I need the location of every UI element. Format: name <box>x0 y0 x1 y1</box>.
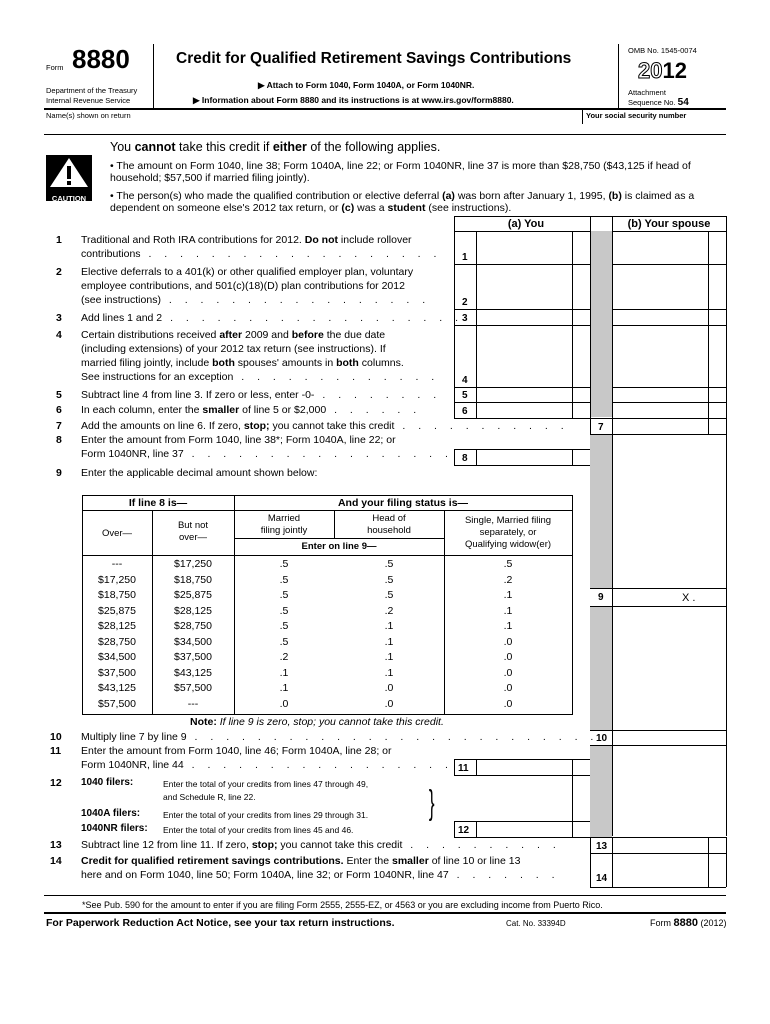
b2f: dependent on someone else's 2012 tax return, or <box>110 202 342 214</box>
ssn-field[interactable] <box>584 119 724 133</box>
form-label: Form <box>46 63 64 72</box>
rate-head-mfj2: filing jointly <box>260 525 308 536</box>
line7-text: Add the amounts on line 6. If zero, stop; you cannot take this credit . . . . . . . . . . . <box>81 420 569 432</box>
caution-label: CAUTION <box>51 194 87 203</box>
rate-cell-hoh: .2 <box>384 604 394 617</box>
names-label: Name(s) shown on return <box>46 111 131 120</box>
line-num-6: 6 <box>56 404 62 416</box>
l4a5: the due date <box>323 329 386 341</box>
rate-head-single1: Single, Married filing <box>464 515 552 526</box>
rate-cell-mfj: .5 <box>279 604 289 617</box>
line2-you-input[interactable] <box>477 266 571 308</box>
l14a2: Enter the <box>343 855 392 867</box>
caution-bullet2-line1 <box>110 190 694 202</box>
rate-cell-over: $18,750 <box>98 589 136 601</box>
rate-cell-notover: $34,500 <box>174 635 212 648</box>
cat-number: Cat. No. 33394D <box>506 919 566 928</box>
line4-spouse-input[interactable] <box>613 327 707 386</box>
form-title: Credit for Qualified Retirement Savings Contributions <box>176 50 572 67</box>
box-10: 10 <box>596 733 608 744</box>
b2e: is claimed as a <box>621 190 695 202</box>
box-14: 14 <box>596 873 608 884</box>
line5-spouse-input[interactable] <box>613 388 707 401</box>
l12-1040-a: Enter the total of your credits from lines 47 through 49, <box>163 779 369 789</box>
b2c: was born after January 1, 1995, <box>454 190 609 202</box>
line1-text <box>81 234 412 247</box>
l4c2: both <box>212 357 235 369</box>
l12-1040-b: and Schedule R, line 22. <box>163 792 256 802</box>
l4a4: before <box>291 329 324 341</box>
l11b: Form 1040NR, line 44 <box>81 759 184 771</box>
caution-heading <box>110 140 440 154</box>
line-num-1: 1 <box>56 234 62 246</box>
l1d: contributions <box>81 248 141 260</box>
line4-text-a <box>81 329 385 342</box>
rate-cell-over: $25,875 <box>98 604 136 617</box>
box-8: 8 <box>462 453 468 464</box>
l13a3: you cannot take this credit <box>277 839 403 851</box>
line4-text-d-wrap: See instructions for an exception . . . . . . . . . . . . . <box>81 371 440 383</box>
line5-text-wrap: Subtract line 4 from line 3. If zero or less, enter -0- . . . . . . . . <box>81 389 442 401</box>
line3-spouse-input[interactable] <box>613 310 707 324</box>
line7-input[interactable] <box>613 419 707 433</box>
rate-cell-single: .0 <box>503 697 513 710</box>
footer-form-number: 8880 <box>673 917 698 929</box>
rate-cell-single: .1 <box>503 620 513 632</box>
ssn-label: Your social security number <box>586 111 687 120</box>
l6a1: In each column, enter the <box>81 404 203 416</box>
rate-cell-single: .1 <box>503 604 513 617</box>
l2c: (see instructions) <box>81 294 161 306</box>
b2a: • The person(s) who made the qualified contribution or elective deferral <box>110 190 443 202</box>
box-9: 9 <box>598 592 604 603</box>
l12-1040nr-a: Enter the total of your credits from lines 45 and 46. <box>163 825 354 835</box>
line10-input[interactable] <box>613 731 707 744</box>
l7a1: Add the amounts on line 6. If zero, <box>81 420 244 432</box>
box-7: 7 <box>598 422 604 433</box>
line4-text-b: (including extensions) of your 2012 tax return (see instructions). If <box>81 343 386 355</box>
rate-cell-mfj: .1 <box>279 666 289 679</box>
info-instruction: ▶ Information about Form 8880 and its instructions is at www.irs.gov/form8880. <box>193 95 514 105</box>
rate-cell-notover: $43,125 <box>174 666 212 679</box>
omb-number: OMB No. 1545-0074 <box>628 46 697 55</box>
rate-head-single2: separately, or <box>479 527 537 538</box>
form-number: 8880 <box>72 44 130 74</box>
rate-cell-mfj: .0 <box>279 697 289 710</box>
box-13: 13 <box>596 841 608 852</box>
footer-form-id <box>650 917 727 929</box>
line2-spouse-input[interactable] <box>613 266 707 308</box>
rate-cell-mfj: .5 <box>279 620 289 632</box>
rate-head-hoh1: Head of <box>372 513 406 524</box>
l4a2: after <box>219 329 243 341</box>
rate-cell-hoh: .0 <box>384 697 394 710</box>
tax-year <box>638 58 687 84</box>
b2i: student <box>387 202 426 214</box>
brace-icon: } <box>428 784 435 822</box>
rate-cell-over: $43,125 <box>98 682 136 694</box>
line14-input[interactable] <box>613 855 707 886</box>
rate-cell-mfj: .5 <box>279 573 289 586</box>
caution-heading-bold2: either <box>272 140 307 154</box>
line14-text-b-wrap: here and on Form 1040, line 50; Form 1040A, line 32; or Form 1040NR, line 47 . . . . . . . <box>81 869 560 881</box>
line5-you-input[interactable] <box>477 388 571 401</box>
line11-text-a: Enter the amount from Form 1040, line 46; Form 1040A, line 28; or <box>81 745 392 757</box>
l3a: Add lines 1 and 2 <box>81 312 163 324</box>
line4-you-input[interactable] <box>477 327 571 386</box>
footer-form-year: (2012) <box>697 918 727 928</box>
caution-heading-mid: take this credit if <box>175 140 273 154</box>
rate-cell-mfj: .5 <box>279 558 289 570</box>
line-num-5: 5 <box>56 389 62 401</box>
rate-cell-hoh: .5 <box>384 558 394 570</box>
rate-cell-notover: --- <box>187 697 199 710</box>
box-5: 5 <box>462 390 468 401</box>
box-2: 2 <box>462 297 468 308</box>
box-11: 11 <box>458 763 469 774</box>
rate-cell-notover: $28,125 <box>174 604 212 617</box>
b2j: (see instructions). <box>425 202 512 214</box>
line9-text: Enter the applicable decimal amount shown below: <box>81 467 318 479</box>
l12-1040nr-label: 1040NR filers: <box>81 823 148 834</box>
l13a2: stop; <box>251 839 278 851</box>
line14-text-a <box>81 855 520 868</box>
line-num-9: 9 <box>56 467 62 479</box>
rate-head-status: And your filing status is— <box>337 497 469 509</box>
box-1: 1 <box>462 252 468 263</box>
dept-treasury: Department of the Treasury <box>46 86 138 95</box>
rate-cell-mfj: .2 <box>279 651 289 663</box>
rate-head-mfj1: Married <box>267 513 301 524</box>
sequence-number: 54 <box>677 97 689 108</box>
l4d: See instructions for an exception <box>81 371 234 383</box>
rate-cell-hoh: .1 <box>384 635 394 648</box>
l13a1: Subtract line 12 from line 11. If zero, <box>81 839 252 851</box>
column-spouse-header: (b) Your spouse <box>627 218 711 230</box>
line-num-7: 7 <box>56 420 62 432</box>
rate-table <box>82 495 572 715</box>
line-num-14: 14 <box>50 855 62 867</box>
l1a: Traditional and Roth IRA contributions for 2012. <box>81 234 305 246</box>
rate-note-bold: Note: <box>190 716 220 728</box>
rate-head-if: If line 8 is— <box>128 497 188 509</box>
l12-1040a-a: Enter the total of your credits from lines 29 through 31. <box>163 810 369 820</box>
l4c4: both <box>336 357 359 369</box>
rate-head-butnot1: But not <box>177 520 209 531</box>
l4a3: 2009 and <box>242 329 292 341</box>
l4c1: married filing jointly, include <box>81 357 213 369</box>
caution-heading-pre: You <box>110 140 135 154</box>
line-num-2: 2 <box>56 266 62 278</box>
rate-head-butnot2: over— <box>179 532 207 543</box>
rate-cell-single: .5 <box>503 558 513 570</box>
rate-cell-over: $28,750 <box>98 635 136 648</box>
rate-cell-hoh: .5 <box>384 589 394 601</box>
rate-cell-single: .0 <box>503 635 513 648</box>
tax-year-outline: 20 <box>638 58 663 83</box>
caution-box <box>46 155 92 201</box>
l14a3: smaller <box>392 855 429 867</box>
l14a1: Credit for qualified retirement savings contributions. <box>81 855 344 867</box>
rate-cell-single: .0 <box>503 651 513 663</box>
rate-cell-hoh: .1 <box>384 620 394 632</box>
line8-input[interactable] <box>477 450 571 464</box>
l10a: Multiply line 7 by line 9 <box>81 731 187 743</box>
line3-you-input[interactable] <box>477 310 571 324</box>
b2g: (c) <box>341 202 355 214</box>
line1-spouse-input[interactable] <box>613 233 707 263</box>
sequence-label <box>628 97 689 108</box>
line-num-8: 8 <box>56 434 62 446</box>
l4c3: spouses' amounts in <box>234 357 337 369</box>
l1b: Do not <box>304 234 338 246</box>
line-num-10: 10 <box>50 731 62 743</box>
attachment-label: Attachment <box>628 88 666 97</box>
line2-text-a: Elective deferrals to a 401(k) or other qualified employer plan, voluntary <box>81 266 414 278</box>
l14a4: of line 10 or line 13 <box>428 855 521 867</box>
footer-form-label: Form <box>650 918 674 928</box>
sequence-text: Sequence No. <box>628 98 676 107</box>
line-num-13: 13 <box>50 839 62 851</box>
line4-text-c <box>81 357 404 370</box>
caution-heading-bold1: cannot <box>134 140 176 154</box>
rate-enter-on: Enter on line 9— <box>301 541 377 552</box>
rate-note-rest: If line 9 is zero, stop; you cannot take this credit. <box>219 716 444 728</box>
b2b: (a) <box>442 190 455 202</box>
line2-text-b: employee contributions, and 501(c)(18)(D) plan contributions for 2012 <box>81 280 405 292</box>
rate-cell-single: .1 <box>503 589 513 601</box>
rate-cell-over: $34,500 <box>98 651 136 663</box>
l8b: Form 1040NR, line 37 <box>81 448 184 460</box>
line8-text-a: Enter the amount from Form 1040, line 38*; Form 1040A, line 22; or <box>81 434 396 446</box>
footnote: *See Pub. 590 for the amount to enter if you are filing Form 2555, 2555-EZ, or 4563 or you are excluding income from Puerto Rico. <box>82 900 603 910</box>
rate-head-single3: Qualifying widow(er) <box>464 539 552 550</box>
caution-bullet1-line1: • The amount on Form 1040, line 38; Form 1040A, line 22; or Form 1040NR, line 37 is more than $28,750 ($43,125 if head of <box>110 160 691 172</box>
attach-instruction: ▶ Attach to Form 1040, Form 1040A, or Form 1040NR. <box>258 80 475 90</box>
line9-x-decimal: X . <box>682 592 696 604</box>
line10-text-wrap: Multiply line 7 by line 9 . . . . . . . . . . . . . . . . . . . . . . . . . . <box>81 731 599 743</box>
rate-cell-hoh: .0 <box>384 682 394 694</box>
rate-cell-over: --- <box>111 558 123 570</box>
b2d: (b) <box>608 190 622 202</box>
rate-cell-mfj: .5 <box>279 589 289 601</box>
rate-cell-over: $28,125 <box>98 620 136 632</box>
line9-input[interactable] <box>613 589 707 605</box>
rate-cell-notover: $28,750 <box>174 620 212 632</box>
rate-cell-single: .2 <box>503 573 513 586</box>
rate-cell-hoh: .5 <box>384 573 394 586</box>
l7a3: you cannot take this credit <box>269 420 395 432</box>
warning-icon <box>46 155 92 189</box>
tax-year-bold: 12 <box>662 58 687 83</box>
rate-cell-notover: $57,500 <box>174 682 212 694</box>
rate-head-hoh2: household <box>367 525 411 536</box>
rate-cell-single: .0 <box>503 682 513 694</box>
line2-text-c-wrap: (see instructions) . . . . . . . . . . . . . . . . . <box>81 294 431 306</box>
line13-input[interactable] <box>613 838 707 852</box>
line6-you-input[interactable] <box>477 403 571 417</box>
rate-cell-notover: $25,875 <box>174 589 212 601</box>
l4c5: columns. <box>358 357 404 369</box>
l7a2: stop; <box>243 420 270 432</box>
l5a: Subtract line 4 from line 3. If zero or less, enter -0- <box>81 389 315 401</box>
line6-text: In each column, enter the smaller of line 5 or $2,000 . . . . . . <box>81 404 422 416</box>
line1-text2: contributions . . . . . . . . . . . . . . . . . . . <box>81 248 442 260</box>
l4a1: Certain distributions received <box>81 329 220 341</box>
l12-1040-label: 1040 filers: <box>81 777 134 788</box>
column-you-header: (a) You <box>507 218 545 230</box>
caution-bullet1-line2: household; $57,500 if married filing jointly). <box>110 172 310 184</box>
rate-cell-over: $17,250 <box>98 573 136 586</box>
line3-text-wrap: Add lines 1 and 2 . . . . . . . . . . . . . . . . . . . <box>81 312 464 324</box>
box-4: 4 <box>462 375 468 386</box>
line12-input[interactable] <box>477 822 571 836</box>
line-num-12: 12 <box>50 777 62 789</box>
dept-irs: Internal Revenue Service <box>46 96 131 105</box>
box-12: 12 <box>458 825 470 836</box>
l1c: include rollover <box>338 234 412 246</box>
line-num-11: 11 <box>50 745 62 757</box>
box-6: 6 <box>462 406 468 417</box>
l6a2: smaller <box>202 404 240 416</box>
line8-text-b-wrap: Form 1040NR, line 37 . . . . . . . . . . . . . . . . . <box>81 448 453 460</box>
caution-bullet2-line2 <box>110 202 511 214</box>
caution-heading-post: of the following applies. <box>306 140 441 154</box>
line6-spouse-input[interactable] <box>613 403 707 417</box>
line-num-3: 3 <box>56 312 62 324</box>
l12-1040a-label: 1040A filers: <box>81 808 141 819</box>
rate-cell-over: $37,500 <box>98 666 136 679</box>
rate-cell-hoh: .1 <box>384 666 394 679</box>
rate-cell-mfj: .1 <box>279 682 289 694</box>
rate-head-over: Over— <box>101 528 133 539</box>
line13-text: Subtract line 12 from line 11. If zero, stop; you cannot take this credit . . . . . . . . . . <box>81 839 561 851</box>
rate-cell-single: .0 <box>503 666 513 679</box>
paperwork-notice: For Paperwork Reduction Act Notice, see your tax return instructions. <box>46 917 395 929</box>
line11-input[interactable] <box>477 760 571 774</box>
rate-cell-mfj: .5 <box>279 635 289 648</box>
box-3: 3 <box>462 313 468 324</box>
line-num-4: 4 <box>56 329 62 341</box>
rate-cell-notover: $17,250 <box>174 558 212 570</box>
l6a3: of line 5 or $2,000 <box>239 404 327 416</box>
line1-you-input[interactable] <box>477 233 571 263</box>
name-field[interactable] <box>46 119 580 133</box>
line11-text-b-wrap: Form 1040NR, line 44 . . . . . . . . . . . . . . . . . <box>81 759 453 771</box>
rate-cell-over: $57,500 <box>98 697 136 710</box>
rate-note <box>190 716 444 728</box>
rate-cell-notover: $37,500 <box>174 651 212 663</box>
rate-cell-hoh: .1 <box>384 651 394 663</box>
rate-cell-notover: $18,750 <box>174 573 212 586</box>
l14b: here and on Form 1040, line 50; Form 1040A, line 32; or Form 1040NR, line 47 <box>81 869 449 881</box>
b2h: was a <box>354 202 388 214</box>
